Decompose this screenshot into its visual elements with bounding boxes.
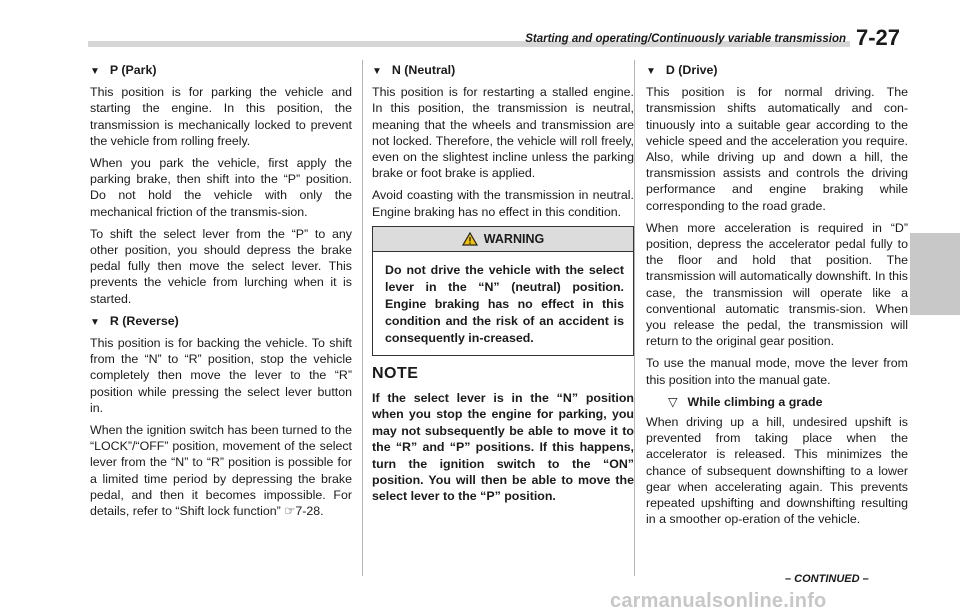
black-down-triangle-icon: ▼ [646, 66, 656, 77]
paragraph: This position is for backing the vehicle. To shift from the “N” to “R” position, stop the vehicle completely then move the lever to the “R” position while pressing the select lever button in. [90, 336, 352, 415]
section-heading [372, 62, 634, 80]
continued-label: – CONTINUED – [785, 573, 869, 585]
park-heading: P (Park) [109, 63, 157, 77]
pointing-finger-icon: ☞ [284, 504, 296, 519]
warning-triangle-icon [462, 232, 478, 246]
header-title: Starting and operating/Continuously variable transmission [525, 33, 846, 45]
paragraph: When you park the vehicle, first apply the parking brake, then shift into the “P” position. Do not hold the vehicle with only the mechanical friction of the transmis-sion. [90, 156, 352, 219]
black-down-triangle-icon: ▼ [372, 66, 382, 77]
section-heading [90, 62, 352, 80]
note-text: If the select lever is in the “N” position when you stop the engine for parking, you may not subsequently be able to move it to the “R” and “P” positions. If this happens, turn the ignition switch to the “ON” position. You will then be able to move the select lever to the “P” position. [372, 391, 634, 504]
black-down-triangle-icon: ▼ [90, 66, 100, 77]
paragraph [90, 422, 352, 519]
column-middle [372, 62, 634, 505]
column-left [90, 62, 352, 525]
paragraph: This position is for restarting a stalled engine. In this position, the transmission is neutral, meaning that the wheels and transmission are not locked. Therefore, the vehicle will roll freely, even on the slightest incline unless the parking brake or foot brake is applied. [372, 85, 634, 181]
note-title: NOTE [372, 364, 419, 382]
column-divider [634, 60, 635, 576]
warning-box [372, 226, 634, 356]
section-heading [646, 62, 908, 80]
paragraph: When driving up a hill, undesired upshift is prevented from taking place when the accelerator is released. This minimizes the chance of subsequent downshifting to a lower gear when accelerating again. This prevents repeated upshifting and downshifting resulting in a smoother op-eration of the vehicle. [646, 415, 908, 527]
section-heading [90, 313, 352, 331]
paragraph: When more acceleration is required in “D” position, depress the accelerator pedal fully to the floor and hold that position. The transmission will automatically downshift. In this case, the transmission will operate like a conventional automatic transmis-sion. When you release the pedal, the transmission will return to the original gear position. [646, 220, 908, 349]
neutral-heading: N (Neutral) [391, 63, 456, 77]
reverse-p2-text: When the ignition switch has been turned to the “LOCK”/“OFF” position, movement of the select lever from the “N” to “R” position is possible for a limited time period by depressing the brake pedal, and then it becomes impossible. For details, refer to “Shift lock function” [90, 423, 352, 519]
reverse-heading: R (Reverse) [109, 313, 179, 328]
black-down-triangle-icon: ▼ [90, 316, 100, 328]
page-number: 7-27 [856, 25, 901, 50]
paragraph: To shift the select lever from the “P” to any other position, you should depress the brake pedal fully then move the select lever. This prevents the vehicle from lurching when it is started. [90, 226, 352, 306]
paragraph: To use the manual mode, move the lever from this position into the manual gate. [646, 356, 908, 387]
paragraph: This position is for parking the vehicle and starting the engine. In this position, the transmission is mechanically locked to prevent the vehicle from rolling freely. [90, 85, 352, 148]
paragraph: Avoid coasting with the transmission in neutral. Engine braking has no effect in this condition. [372, 188, 634, 219]
column-right [646, 62, 908, 533]
drive-heading: D (Drive) [665, 63, 718, 77]
page-reference-link[interactable]: 7-28. [295, 504, 324, 519]
warning-title: WARNING [483, 231, 545, 246]
white-down-triangle-icon: ▽ [668, 394, 678, 409]
paragraph: This position is for normal driving. The transmission shifts automatically and con-tinuously into a suitable gear according to the vehicle speed and the acceleration you require. Also, while driving up and down a hill, the transmission assists and controls the driving performance and engine braking while corresponding to the road grade. [646, 85, 908, 213]
subsection-heading [646, 394, 908, 410]
column-divider [362, 60, 363, 576]
warning-header [373, 227, 633, 252]
climb-heading: While climbing a grade [687, 394, 823, 409]
chapter-side-tab [910, 233, 960, 315]
warning-text: Do not drive the vehicle with the select lever in the “N” (neutral) position. Engine braking has no effect in this condition and the risk of an accident is consequently in-creased. [385, 262, 624, 345]
watermark: carmanualsonline.info [610, 590, 827, 612]
